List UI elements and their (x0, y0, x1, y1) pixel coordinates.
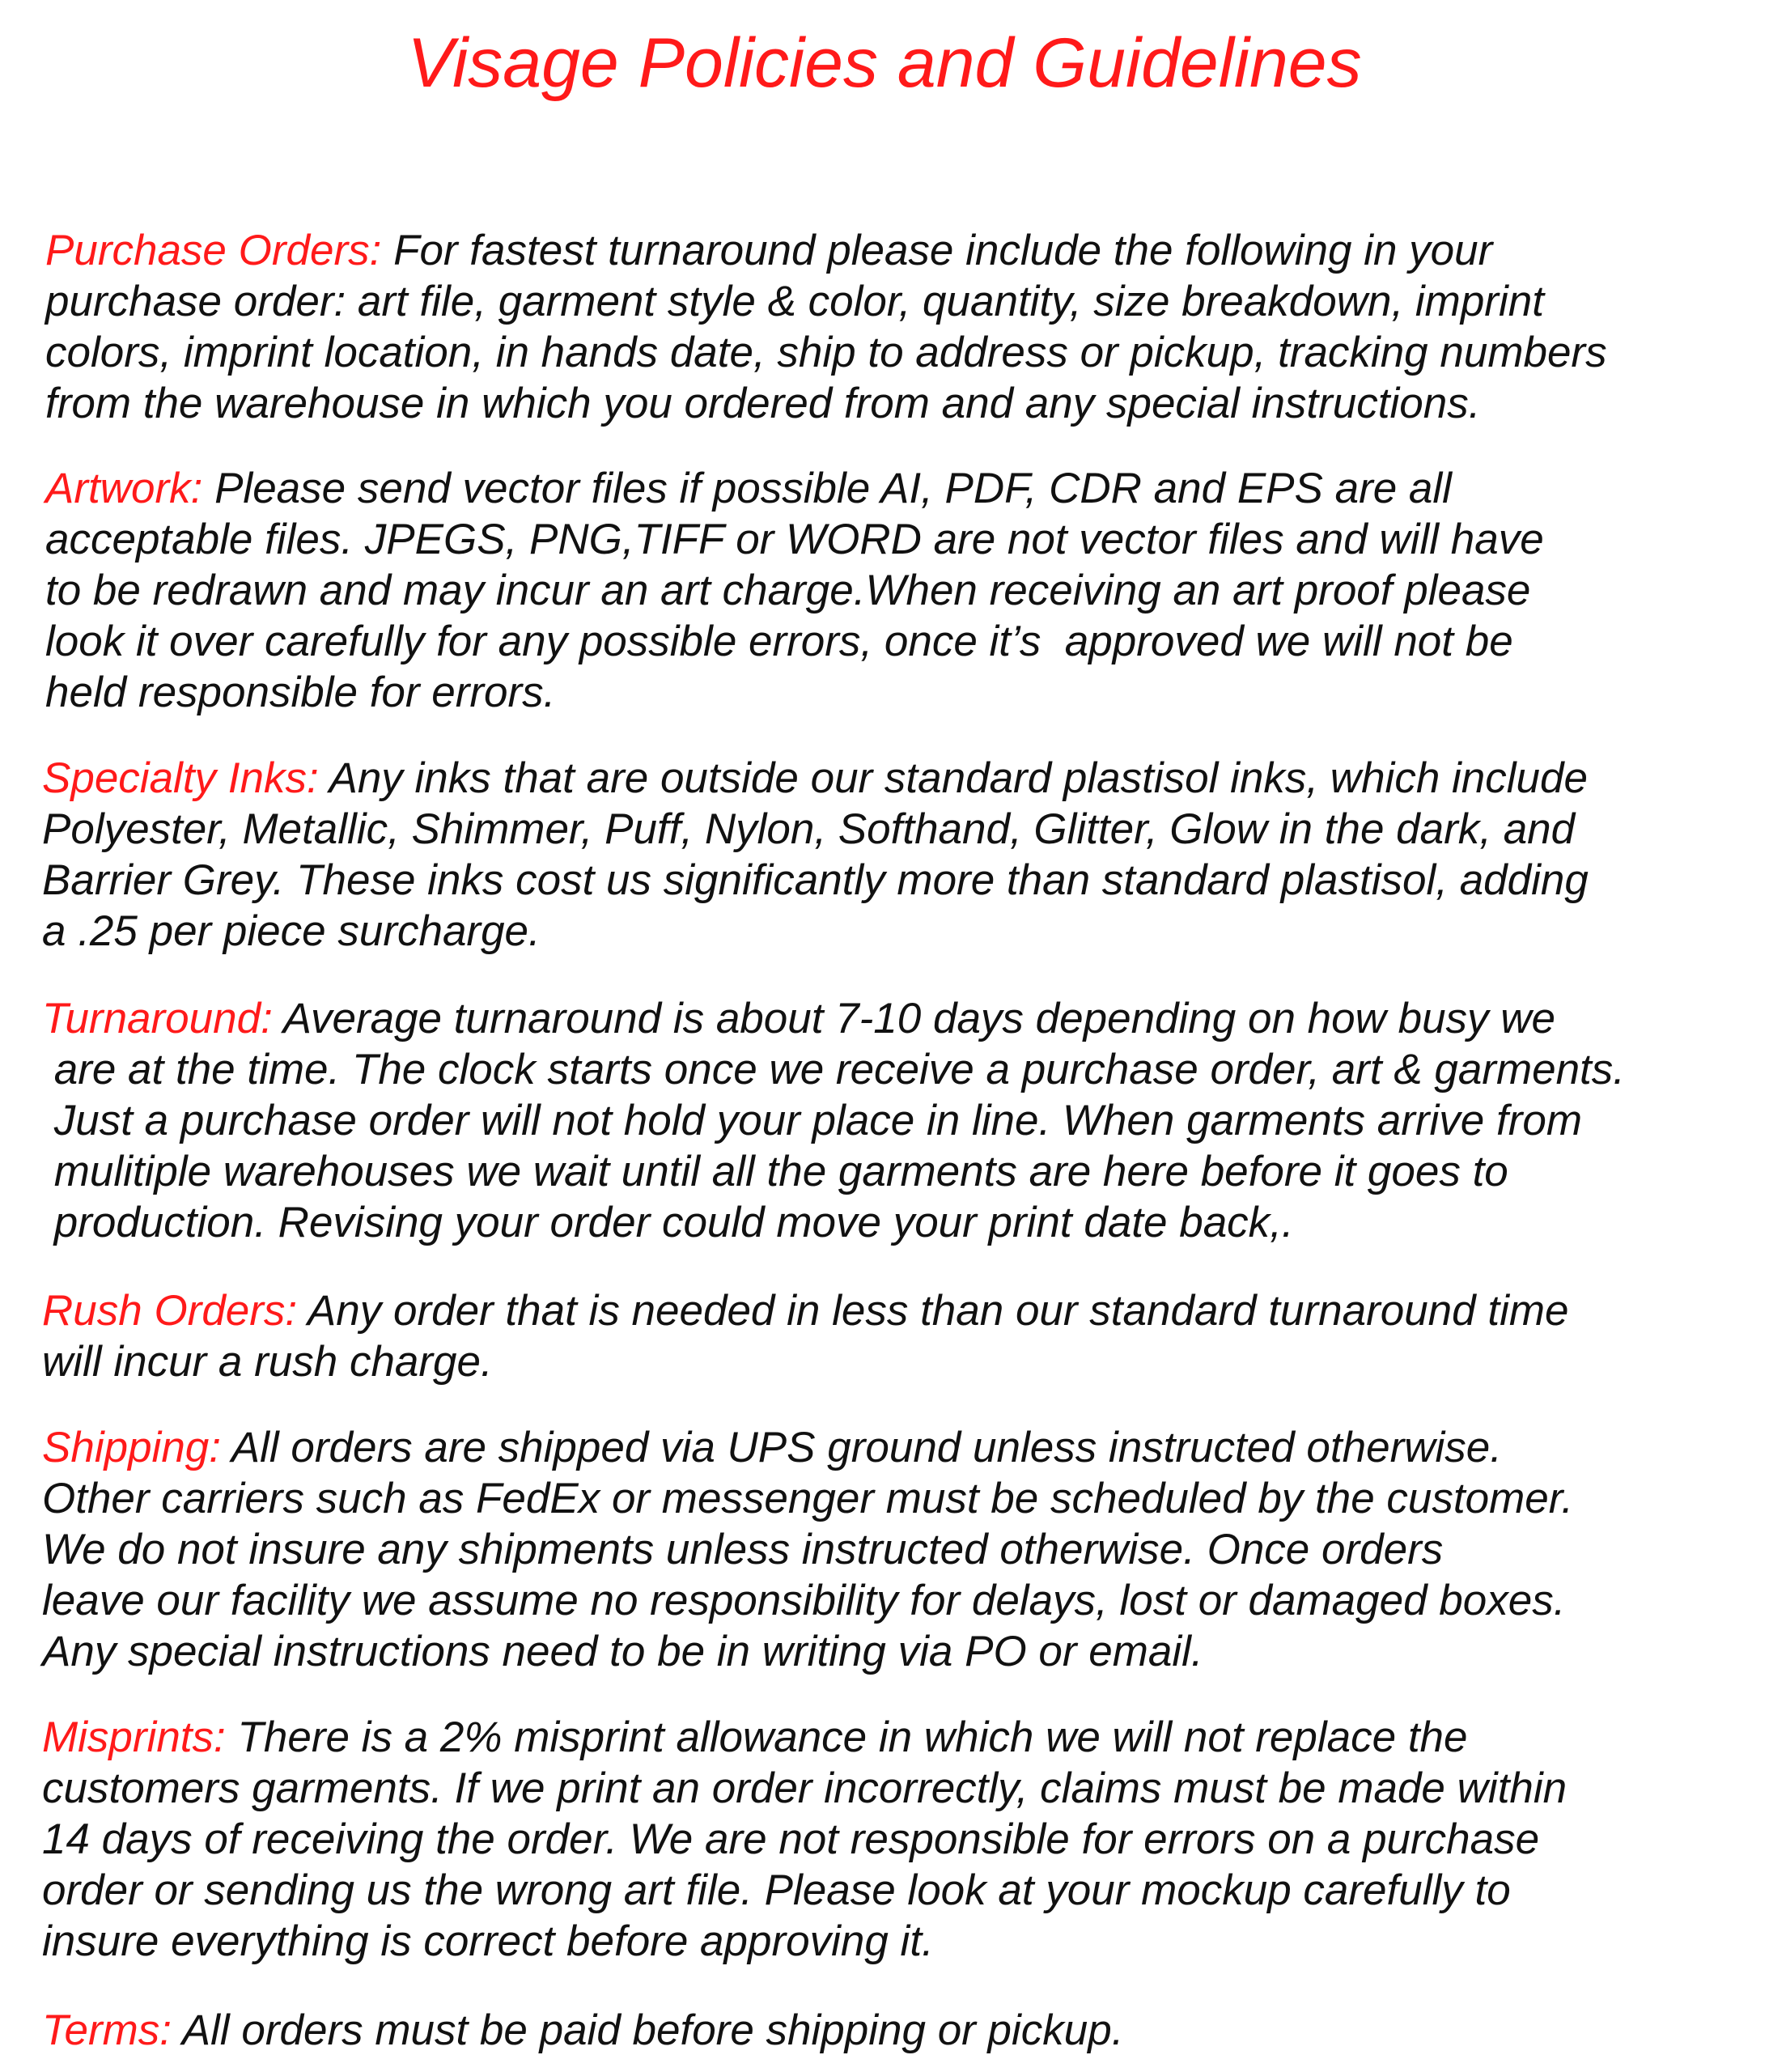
section-first-line (42, 1285, 1568, 1336)
section-heading: Terms: (42, 2006, 172, 2054)
section-text: look it over carefully for any possible errors, once it’s approved we will not be (45, 618, 1513, 665)
section-text: 14 days of receiving the order. We are not responsible for errors on a purchase (42, 1815, 1540, 1863)
section-heading: Specialty Inks: (42, 754, 319, 802)
section-heading: Purchase Orders: (45, 227, 382, 274)
section-text: mulitiple warehouses we wait until all the garments are here before it goes to (42, 1148, 1508, 1195)
section-first-line (42, 1422, 1573, 1473)
section-shipping (42, 1422, 1573, 1677)
section-turnaround (42, 993, 1625, 1248)
section-first-line (45, 225, 1607, 276)
section-text: Polyester, Metallic, Shimmer, Puff, Nylon, Softhand, Glitter, Glow in the dark, and (42, 805, 1576, 853)
section-first-line (45, 463, 1544, 514)
section-text: Other carriers such as FedEx or messenger must be scheduled by the customer. (42, 1475, 1574, 1522)
section-text: Any special instructions need to be in writing via PO or email. (42, 1628, 1203, 1675)
section-text: All orders are shipped via UPS ground unless instructed otherwise. (221, 1424, 1502, 1471)
section-text: All orders must be paid before shipping or pickup. (172, 2006, 1124, 2054)
section-first-line (42, 1712, 1567, 1763)
section-text: a .25 per piece surcharge. (42, 907, 541, 955)
section-text: For fastest turnaround please include the following in your (381, 227, 1493, 274)
section-heading: Turnaround: (42, 995, 273, 1042)
section-rush-orders (42, 1285, 1568, 1387)
section-artwork (45, 463, 1544, 718)
section-first-line (42, 753, 1589, 804)
section-specialty-inks (42, 753, 1589, 957)
section-text: insure everything is correct before approving it. (42, 1917, 934, 1965)
page-title: Visage Policies and Guidelines (407, 24, 1362, 102)
section-text: Average turnaround is about 7-10 days depending on how busy we (272, 995, 1556, 1042)
section-text: Just a purchase order will not hold your place in line. When garments arrive from (42, 1097, 1582, 1144)
section-text: acceptable files. JPEGS, PNG,TIFF or WORD are not vector files and will have (45, 516, 1544, 563)
section-heading: Shipping: (42, 1424, 222, 1471)
section-text: customers garments. If we print an order incorrectly, claims must be made within (42, 1764, 1567, 1812)
section-text: Any order that is needed in less than our standard turnaround time (297, 1287, 1569, 1335)
section-first-line (42, 993, 1625, 1044)
section-text: are at the time. The clock starts once we receive a purchase order, art & garments. (42, 1046, 1626, 1093)
section-text: held responsible for errors. (45, 669, 556, 716)
section-text: from the warehouse in which you ordered from and any special instructions. (45, 380, 1481, 427)
section-terms (42, 2005, 1123, 2056)
section-misprints (42, 1712, 1567, 1967)
section-purchase-orders (45, 225, 1607, 429)
section-text: will incur a rush charge. (42, 1338, 493, 1386)
section-text: We do not insure any shipments unless instructed otherwise. Once orders (42, 1526, 1444, 1573)
section-text: to be redrawn and may incur an art charge.When receiving an art proof please (45, 567, 1531, 614)
section-text: Barrier Grey. These inks cost us significantly more than standard plastisol, adding (42, 856, 1589, 904)
section-text: leave our facility we assume no responsibility for delays, lost or damaged boxes. (42, 1577, 1566, 1624)
section-text: order or sending us the wrong art file. Please look at your mockup carefully to (42, 1866, 1511, 1914)
section-heading: Misprints: (42, 1713, 226, 1761)
section-text: Any inks that are outside our standard plastisol inks, which include (318, 754, 1588, 802)
section-text: Please send vector files if possible AI, PDF, CDR and EPS are all (202, 465, 1452, 512)
section-text: colors, imprint location, in hands date, ship to address or pickup, tracking numbers (45, 329, 1607, 376)
section-text: There is a 2% misprint allowance in which we will not replace the (225, 1713, 1468, 1761)
section-text: purchase order: art file, garment style & color, quantity, size breakdown, imprint (45, 278, 1544, 325)
section-first-line (42, 2005, 1123, 2056)
section-text: production. Revising your order could move your print date back,. (42, 1199, 1294, 1246)
section-heading: Artwork: (45, 465, 203, 512)
section-heading: Rush Orders: (42, 1287, 298, 1335)
